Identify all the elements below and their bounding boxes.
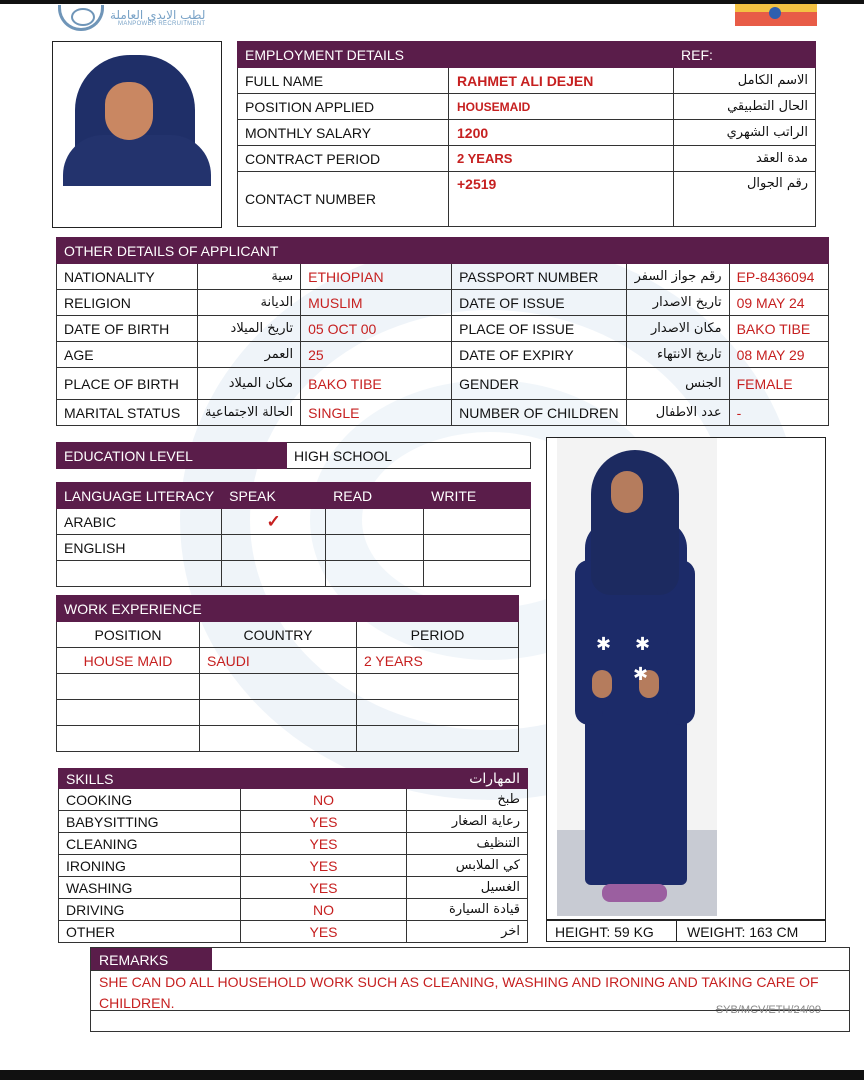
employment-details-table: [237, 41, 816, 227]
birth-date-value: 05 OCT 00: [301, 316, 452, 342]
speak-header: SPEAK: [222, 483, 326, 509]
applicant-label-ar: مكان الاصدار: [626, 316, 729, 342]
skill-name-ar: رعاية الصغار: [407, 811, 528, 833]
skill-name: IRONING: [59, 855, 241, 877]
skill-name: CLEANING: [59, 833, 241, 855]
skill-name: DRIVING: [59, 899, 241, 921]
weight-value: WEIGHT: 163 CM: [687, 924, 799, 940]
skill-name-ar: التنظيف: [407, 833, 528, 855]
applicant-label-ar: سية: [198, 264, 301, 290]
field-label-ar: الحال التطبيقي: [674, 94, 816, 120]
skill-name: COOKING: [59, 789, 241, 811]
ref-label: REF:: [674, 42, 816, 68]
applicant-label: DATE OF BIRTH: [57, 316, 198, 342]
read-header: READ: [326, 483, 424, 509]
applicant-label-ar: الديانة: [198, 290, 301, 316]
applicant-label-ar: العمر: [198, 342, 301, 368]
height-value: HEIGHT: 59 KG: [555, 924, 654, 940]
language-name: ARABIC: [57, 509, 222, 535]
full-body-photo: ✱ ✱ ✱: [546, 437, 826, 920]
skills-table: [58, 768, 528, 943]
expiry-date-value: 08 MAY 29: [729, 342, 828, 368]
write-header: WRITE: [424, 483, 531, 509]
applicant-label: NUMBER OF CHILDREN: [452, 400, 626, 426]
field-label-ar: رقم الجوال: [674, 172, 816, 227]
language-literacy-table: [56, 482, 531, 587]
work-period: 2 YEARS: [357, 648, 519, 674]
religion-value: MUSLIM: [301, 290, 452, 316]
field-label: CONTACT NUMBER: [238, 172, 449, 227]
field-label: CONTRACT PERIOD: [238, 146, 449, 172]
age-value: 25: [301, 342, 452, 368]
field-label: POSITION APPLIED: [238, 94, 449, 120]
education-table: [56, 442, 531, 469]
skill-value: YES: [241, 877, 407, 899]
language-header: LANGUAGE LITERACY: [57, 483, 222, 509]
work-title: WORK EXPERIENCE: [57, 596, 357, 622]
applicant-label-ar: عدد الاطفال: [626, 400, 729, 426]
salary-value: 1200: [449, 120, 674, 146]
gender-value: FEMALE: [729, 368, 828, 400]
field-label-ar: الراتب الشهري: [674, 120, 816, 146]
applicant-label: NATIONALITY: [57, 264, 198, 290]
work-position: HOUSE MAID: [57, 648, 200, 674]
field-label-ar: الاسم الكامل: [674, 68, 816, 94]
height-weight-row: [546, 920, 826, 942]
work-header: COUNTRY: [200, 622, 357, 648]
skill-name-ar: كي الملابس: [407, 855, 528, 877]
remarks-section: [90, 947, 850, 1032]
applicant-label-ar: رقم جواز السفر: [626, 264, 729, 290]
applicant-details-table: [56, 237, 829, 426]
remarks-text: SHE CAN DO ALL HOUSEHOLD WORK SUCH AS CLEANING, WASHING AND IRONING AND TAKING CARE OF CHILDREN.: [99, 974, 819, 1011]
skill-value: NO: [241, 789, 407, 811]
reference-code: SYB/MCV/ETH/24/09: [715, 1004, 821, 1016]
company-logo: [58, 4, 218, 32]
issue-date-value: 09 MAY 24: [729, 290, 828, 316]
applicant-title: OTHER DETAILS OF APPLICANT: [57, 238, 452, 264]
position-value: HOUSEMAID: [449, 94, 674, 120]
applicant-label: GENDER: [452, 368, 626, 400]
applicant-label: PLACE OF ISSUE: [452, 316, 626, 342]
applicant-label: AGE: [57, 342, 198, 368]
applicant-label: DATE OF ISSUE: [452, 290, 626, 316]
work-header: PERIOD: [357, 622, 519, 648]
applicant-label-ar: تاريخ الاصدار: [626, 290, 729, 316]
skills-title: SKILLS: [59, 769, 407, 789]
globe-logo-icon: [58, 5, 104, 31]
work-header: POSITION: [57, 622, 200, 648]
skill-value: YES: [241, 811, 407, 833]
field-label: MONTHLY SALARY: [238, 120, 449, 146]
applicant-label-ar: الجنس: [626, 368, 729, 400]
skill-name-ar: الغسيل: [407, 877, 528, 899]
logo-arabic-text: لطب الايدي العاملة: [110, 8, 206, 22]
contract-period-value: 2 YEARS: [449, 146, 674, 172]
full-name-value: RAHMET ALI DEJEN: [449, 68, 674, 94]
work-country: SAUDI: [200, 648, 357, 674]
applicant-label: DATE OF EXPIRY: [452, 342, 626, 368]
skill-value: NO: [241, 899, 407, 921]
language-name: ENGLISH: [57, 535, 222, 561]
field-label-ar: مدة العقد: [674, 146, 816, 172]
issue-place-value: BAKO TIBE: [729, 316, 828, 342]
education-label: EDUCATION LEVEL: [57, 443, 287, 469]
skill-name: BABYSITTING: [59, 811, 241, 833]
marital-status-value: SINGLE: [301, 400, 452, 426]
skill-name: WASHING: [59, 877, 241, 899]
skill-value: YES: [241, 855, 407, 877]
employment-title: EMPLOYMENT DETAILS: [238, 42, 674, 68]
skill-name-ar: طبخ: [407, 789, 528, 811]
remarks-title: REMARKS: [91, 948, 212, 970]
passport-number-value: EP-8436094: [729, 264, 828, 290]
children-value: -: [729, 400, 828, 426]
skills-title-ar: المهارات: [407, 769, 528, 789]
field-label: FULL NAME: [238, 68, 449, 94]
ethiopia-flag-icon: [735, 4, 817, 26]
applicant-label: PLACE OF BIRTH: [57, 368, 198, 400]
applicant-label-ar: الحالة الاجتماعية: [198, 400, 301, 426]
skill-name-ar: قيادة السيارة: [407, 899, 528, 921]
applicant-label-ar: تاريخ الانتهاء: [626, 342, 729, 368]
skill-name-ar: اخر: [407, 921, 528, 943]
portrait-photo: [52, 41, 222, 228]
education-value: HIGH SCHOOL: [287, 443, 531, 469]
work-experience-table: [56, 595, 519, 752]
birth-place-value: BAKO TIBE: [301, 368, 452, 400]
logo-english-text: MANPOWER RECRUITMENT: [118, 21, 206, 27]
checkmark-icon: ✓: [222, 509, 326, 535]
bottom-black-bar: [0, 1070, 864, 1080]
skill-value: YES: [241, 833, 407, 855]
applicant-label: PASSPORT NUMBER: [452, 264, 626, 290]
applicant-label-ar: مكان الميلاد: [198, 368, 301, 400]
skill-name: OTHER: [59, 921, 241, 943]
skill-value: YES: [241, 921, 407, 943]
nationality-value: ETHIOPIAN: [301, 264, 452, 290]
applicant-label: MARITAL STATUS: [57, 400, 198, 426]
applicant-label: RELIGION: [57, 290, 198, 316]
applicant-label-ar: تاريخ الميلاد: [198, 316, 301, 342]
contact-number-value: +2519: [449, 172, 674, 227]
